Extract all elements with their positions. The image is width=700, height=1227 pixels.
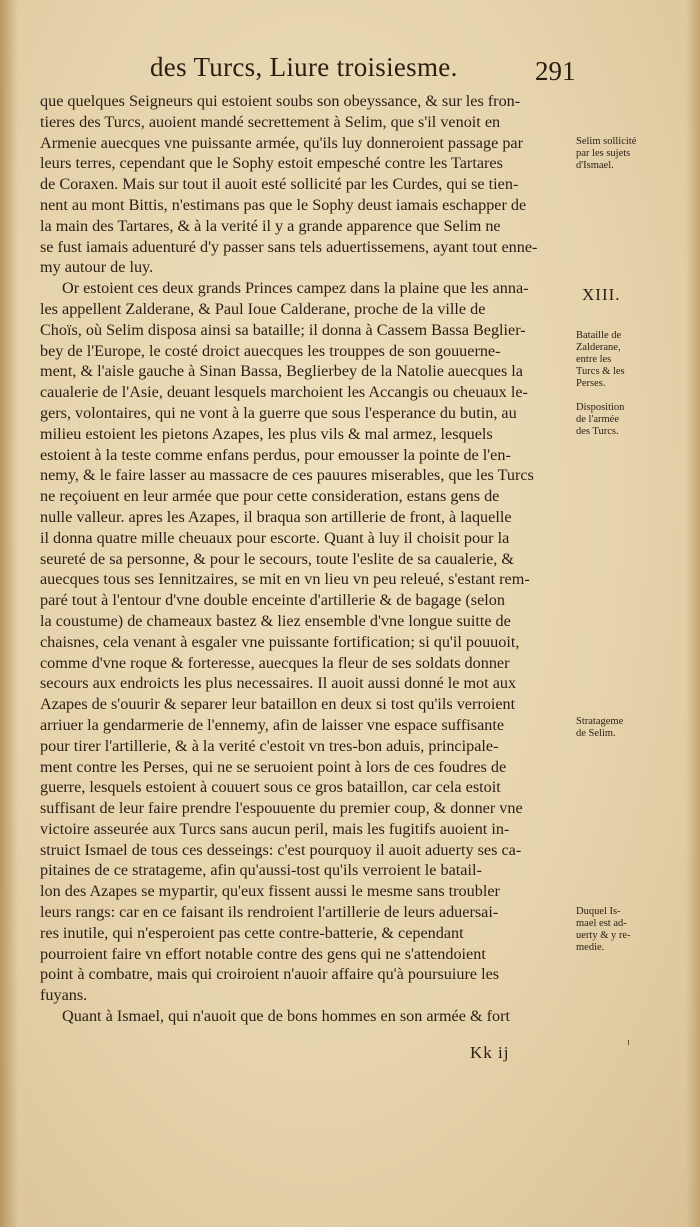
- text-line: paré tout à l'entour d'vne double enceinte d'artillerie & de bagage (selon: [40, 591, 505, 610]
- text-line: arriuer la gendarmerie de l'ennemy, afin de laisser vne espace suffisante: [40, 715, 505, 734]
- signature-mark: Kk ij: [470, 1043, 510, 1062]
- text-line: auecques tous ses Iennitzaires, se mit en vn lieu vn peu releué, s'estant rem-: [40, 570, 530, 589]
- marginal-note: Duquel Is- mael est ad- uerty & y re- medie.: [576, 906, 631, 953]
- page-edge-shadow-left: [0, 0, 18, 1227]
- text-line: ment contre les Perses, qui ne se seruoient point à lors de ces foudres de: [40, 757, 507, 776]
- text-line: la coustume) de chameaux bastez & liez ensemble d'vne longue suitte de: [40, 611, 511, 630]
- text-line: Armenie auecques vne puissante armée, qu'ils luy donneroient passage par: [40, 133, 523, 152]
- text-line: estoient à la teste comme enfans perdus, pour emousser la pointe de l'en-: [40, 445, 511, 464]
- text-line: struict Ismael de tous ces desseings: c'est pourquoy il auoit aduerty ses ca-: [40, 840, 522, 859]
- text-line: nent au mont Bittis, n'estimans pas que le Sophy deust iamais eschapper de: [40, 195, 527, 214]
- text-line: res inutile, qui n'esperoient pas cette contre-batterie, & cependant: [40, 923, 464, 942]
- page-number: 291: [535, 56, 576, 86]
- running-title: des Turcs, Liure troisiesme.: [150, 52, 458, 82]
- text-line: caualerie de l'Asie, deuant lesquels marchoient les Accangis ou cheuaux le-: [40, 383, 528, 402]
- text-line: que quelques Seigneurs qui estoient soubs son obeyssance, & sur les fron-: [40, 92, 521, 110]
- marginal-note: Selim sollicité par les sujets d'Ismael.: [576, 136, 637, 171]
- text-line: bey de l'Europe, le costé droict auecques les trouppes de son gouuerne-: [40, 341, 501, 360]
- text-line: my autour de luy.: [40, 258, 154, 277]
- text-line: suffisant de leur faire prendre l'espouuente du premier coup, & donner vne: [40, 799, 523, 818]
- section-number: XIII.: [582, 285, 621, 304]
- text-line: se fust iamais aduenturé d'y passer sans tels aduertissemens, ayant tout enne-: [40, 237, 538, 256]
- text-line: guerre, lesquels estoient à couuert sous ce gros bataillon, car cela estoit: [40, 778, 501, 797]
- text-line: gers, volontaires, qui ne vont à la guerre que sous l'esperance du butin, au: [40, 403, 517, 422]
- text-line: la main des Tartares, & à la verité il y a grande apparence que Selim ne: [40, 216, 501, 235]
- text-line: pitaines de ce stratageme, afin qu'aussi-tost qu'ils verroient le batail-: [40, 861, 482, 880]
- marginal-note: Stratageme de Selim.: [576, 716, 624, 739]
- text-line: nemy, & le faire lasser au massacre de ces pauures miserables, que les Turcs: [40, 466, 534, 485]
- text-line: victoire asseurée aux Turcs sans aucun peril, mais les fugitifs auoient in-: [40, 819, 510, 838]
- text-line: secours aux endroicts les plus necessaires. Il auoit aussi donné le mot aux: [40, 674, 517, 693]
- text-line: comme d'vne roque & forteresse, auecques la fleur de ses soldats donner: [40, 653, 510, 672]
- text-line: leurs rangs: car en ce faisant ils rendroient l'artillerie de leurs aduersai-: [40, 903, 499, 922]
- text-line: Azapes de s'ouurir & separer leur bataillon en deux si tost qu'ils verroient: [40, 695, 516, 714]
- text-line: point à combatre, mais qui croiroient n'auoir affaire qu'à poursuiure les: [40, 965, 500, 984]
- text-line: leurs terres, cependant que le Sophy estoit empesché contre les Tartares: [40, 154, 503, 173]
- text-line: nulle valleur. apres les Azapes, il braqua son artillerie de front, à laquelle: [40, 507, 512, 526]
- printer-mark: [628, 1040, 629, 1045]
- text-line: seureté de sa personne, & pour le secours, toute l'eslite de sa caualerie, &: [40, 549, 514, 568]
- page-edge-shadow-right: [686, 0, 700, 1227]
- text-line: lon des Azapes se mypartir, qu'eux fissent aussi le mesme sans troubler: [40, 882, 500, 901]
- marginal-note: Bataille de Zalderane, entre les Turcs & les Perses.: [576, 330, 625, 389]
- text-line: Or estoient ces deux grands Princes campez dans la plaine que les anna-: [62, 279, 529, 298]
- text-line: pourroient faire vn effort notable contre des gens qui ne s'attendoient: [40, 944, 486, 963]
- text-line: ment, & l'aisle gauche à Sinan Bassa, Beglierbey de la Natolie auecques la: [40, 362, 523, 381]
- text-line: pour tirer l'artillerie, & à la verité c'estoit vn tres-bon aduis, principale-: [40, 736, 499, 755]
- text-line: tieres des Turcs, auoient mandé secrettement à Selim, que s'il venoit en: [40, 112, 501, 131]
- text-line: milieu estoient les pietons Azapes, les plus vils & mal armez, lesquels: [40, 424, 493, 443]
- text-line: fuyans.: [40, 986, 88, 1005]
- text-line: ne reçoiuent en leur armée que pour cette consideration, estans gens de: [40, 487, 500, 506]
- text-line: Quant à Ismael, qui n'auoit que de bons hommes en son armée & fort: [62, 1007, 510, 1026]
- text-line: de Coraxen. Mais sur tout il auoit esté sollicité par les Curdes, qui se tien-: [40, 175, 519, 194]
- marginal-note: Disposition de l'armée des Turcs.: [576, 402, 625, 437]
- text-line: les appellent Zalderane, & Paul Ioue Calderane, proche de la ville de: [40, 299, 486, 318]
- main-text-block: [40, 91, 572, 1027]
- text-line: il donna quatre mille cheuaux pour escorte. Quant à luy il choisit pour la: [40, 528, 510, 547]
- text-line: chaisnes, cela venant à esgaler vne puissante fortification; si qu'il pouuoit,: [40, 632, 520, 651]
- text-line: Choïs, où Selim disposa ainsi sa bataille; il donna à Cassem Bassa Beglier-: [40, 320, 526, 339]
